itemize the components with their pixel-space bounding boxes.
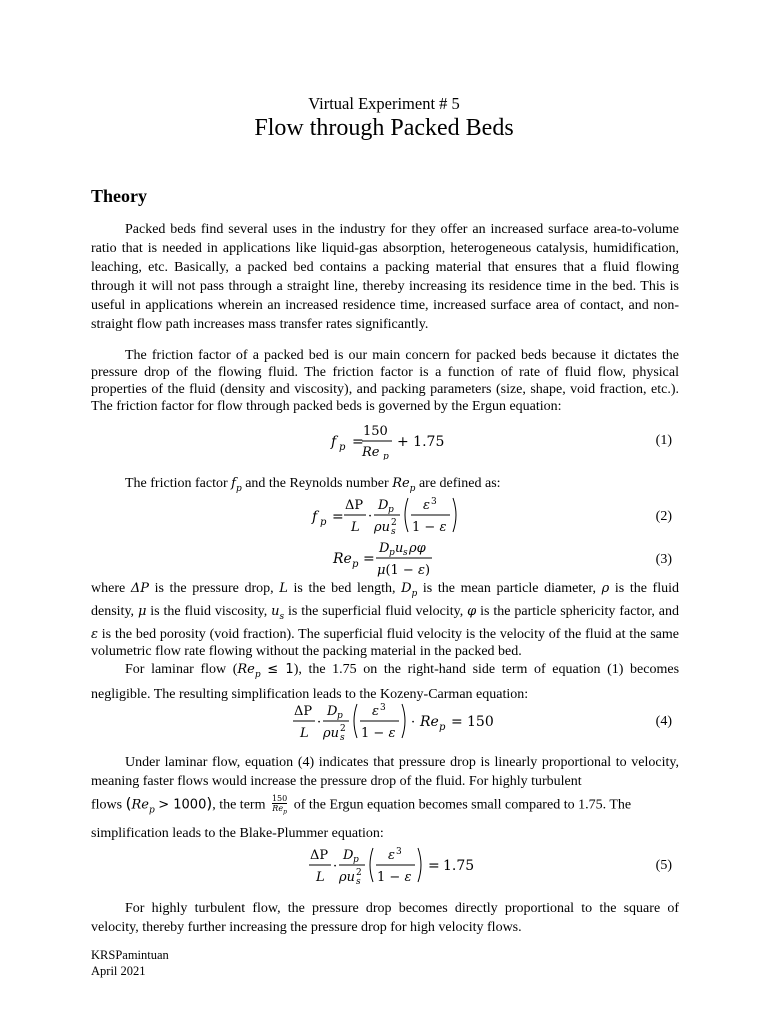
paragraph-variable-definitions: where ΔP is the pressure drop, L is the bed length, $D_p$ is the mean particle diameter, ρ is the fluid density, μ is the fluid viscosity, $u_s$ is the superficial fluid velocity, φ is the particle sphericity factor, and ε is the bed porosity (void fraction). The superficial fluid velocity is the velocity of the fluid at the same volumetric flow rate flowing without the packing material in the packed bed. bbox=[91, 581, 680, 659]
svg-text:=: = bbox=[363, 551, 375, 567]
svg-text:3: 3 bbox=[431, 497, 437, 507]
equation-ergun bbox=[0, 420, 768, 460]
experiment-number: Virtual Experiment # 5 bbox=[308, 94, 460, 113]
svg-text:·: · bbox=[317, 715, 322, 730]
svg-text:s: s bbox=[403, 548, 408, 558]
svg-text:D: D bbox=[379, 541, 390, 556]
svg-text:·: · bbox=[368, 509, 373, 524]
svg-text:p: p bbox=[439, 722, 446, 733]
paragraph-intro: Packed beds find several uses in the industry for they offer an increased surface area-to-volume ratio that is needed in applications like liquid-gas absorption, heterogeneous catalysis, humidification, leaching, etc. Basically, a packed bed contains a packing material that ensures that a fluid flowing through it will not pass through a straight line, thereby increasing its residence time in the bed. This is useful in applications wherein an increased residence time, increased surface area of contact, and non-straight flow path increases mass transfer rates significantly. bbox=[91, 222, 679, 332]
svg-text:ρu: ρu bbox=[323, 726, 340, 741]
paragraph-turbulent-end: simplification leads to the Blake-Plummer equation: bbox=[91, 826, 384, 841]
section-heading-theory: Theory bbox=[91, 186, 147, 206]
equation-number-1: (1) bbox=[655, 433, 672, 448]
paragraph-laminar: For laminar flow $(Re_p \le 1)$, the 1.75 on the right-hand side term of equation (1) becomes negligible. The resulting simplification leads to the Kozeny-Carman equation: bbox=[91, 662, 680, 702]
svg-text:p: p bbox=[339, 442, 346, 453]
svg-text:p: p bbox=[388, 505, 394, 515]
svg-text:f: f bbox=[312, 509, 318, 525]
svg-text:D: D bbox=[343, 848, 354, 863]
svg-text:1 − ε: 1 − ε bbox=[377, 870, 412, 885]
eq1-lhs: f bbox=[331, 434, 337, 450]
equation-number-2: (2) bbox=[655, 509, 672, 524]
svg-text:ΔP: ΔP bbox=[294, 704, 313, 719]
svg-text:s: s bbox=[391, 527, 396, 537]
equation-blake-plummer bbox=[0, 844, 768, 888]
svg-text:p: p bbox=[383, 452, 389, 460]
svg-text:Re: Re bbox=[333, 551, 352, 567]
svg-text:ρu: ρu bbox=[339, 870, 356, 885]
footer-date: April 2021 bbox=[91, 964, 146, 978]
svg-text:p: p bbox=[352, 559, 359, 570]
equation-kozeny-carman bbox=[0, 700, 768, 744]
svg-text:2: 2 bbox=[391, 518, 397, 528]
svg-text:s: s bbox=[356, 877, 361, 887]
svg-text:ε: ε bbox=[388, 848, 395, 863]
equation-number-4: (4) bbox=[655, 714, 672, 729]
svg-text:L: L bbox=[300, 726, 309, 741]
svg-text:·: · bbox=[333, 859, 338, 874]
equation-number-3: (3) bbox=[655, 552, 672, 567]
svg-text:2: 2 bbox=[356, 868, 362, 878]
svg-text:p: p bbox=[320, 517, 327, 528]
svg-text:D: D bbox=[327, 704, 338, 719]
paragraph-friction-factor: The friction factor of a packed bed is our main concern for packed beds because it dictates the pressure drop of the flowing fluid. The friction factor is a function of rate of fluid flow, physical properties of the fluid (density and viscosity), and packing parameters (size, shape, void fraction, etc.). The friction factor for flow through packed beds is governed by the Ergun equation: bbox=[91, 348, 679, 414]
svg-text:L: L bbox=[316, 870, 325, 885]
paragraph-turbulent-line: flows $(Re_p > 1000)$, the term 150 $Re_p$ of the Ergun equation becomes small compared to 1.75. The bbox=[91, 794, 632, 816]
svg-text:ΔP: ΔP bbox=[345, 498, 364, 513]
svg-text:Re: Re bbox=[362, 445, 380, 460]
paragraph-definitions: The friction factor $f_p$ and the Reynolds number $Re_p$ are defined as: bbox=[125, 476, 501, 494]
svg-text:s: s bbox=[340, 733, 345, 743]
svg-text:=: = bbox=[428, 858, 440, 874]
svg-text:p: p bbox=[337, 711, 343, 721]
svg-text:150: 150 bbox=[467, 714, 494, 730]
svg-text:1 − ε: 1 − ε bbox=[412, 520, 447, 535]
inline-fraction: 150 $Re_p$ bbox=[271, 794, 288, 816]
svg-text:ε: ε bbox=[372, 704, 379, 719]
svg-text:1 − ε: 1 − ε bbox=[361, 726, 396, 741]
svg-text:3: 3 bbox=[396, 847, 402, 857]
svg-text:ρu: ρu bbox=[374, 520, 391, 535]
svg-text:=: = bbox=[451, 714, 463, 730]
svg-text:Re: Re bbox=[420, 714, 439, 730]
svg-text:u: u bbox=[395, 541, 404, 556]
paragraph-turbulent: Under laminar flow, equation (4) indicates that pressure drop is linearly proportional to velocity, meaning faster flows would increase the pressure drop of the fluid. For highly turbulent bbox=[91, 755, 679, 789]
footer-author: KRSPamintuan bbox=[91, 948, 169, 962]
equation-friction-factor bbox=[0, 494, 768, 538]
svg-text:2: 2 bbox=[340, 724, 346, 734]
svg-text:·: · bbox=[411, 715, 416, 730]
svg-text:ΔP: ΔP bbox=[310, 848, 329, 863]
svg-text:p: p bbox=[353, 855, 359, 865]
paragraph-conclusion: For highly turbulent flow, the pressure drop becomes directly proportional to the square of velocity, thereby further increasing the pressure drop for high velocity flows. bbox=[91, 901, 679, 935]
equation-number-5: (5) bbox=[655, 858, 672, 873]
svg-text:1.75: 1.75 bbox=[443, 858, 475, 874]
svg-text:ρφ: ρφ bbox=[409, 541, 426, 556]
equation-reynolds bbox=[0, 538, 768, 578]
svg-text:ε: ε bbox=[423, 498, 430, 513]
svg-text:=: = bbox=[332, 509, 344, 525]
page-title: Flow through Packed Beds bbox=[254, 115, 514, 141]
svg-text:p: p bbox=[389, 548, 395, 558]
svg-text:L: L bbox=[351, 520, 360, 535]
svg-text:=: = bbox=[352, 434, 364, 450]
svg-text:3: 3 bbox=[380, 703, 386, 713]
eq1-constant: + 1.75 bbox=[397, 434, 445, 450]
svg-text:μ(1 − ε): μ(1 − ε) bbox=[377, 563, 431, 578]
eq1-numerator: 150 bbox=[363, 424, 388, 439]
svg-text:D: D bbox=[378, 498, 389, 513]
